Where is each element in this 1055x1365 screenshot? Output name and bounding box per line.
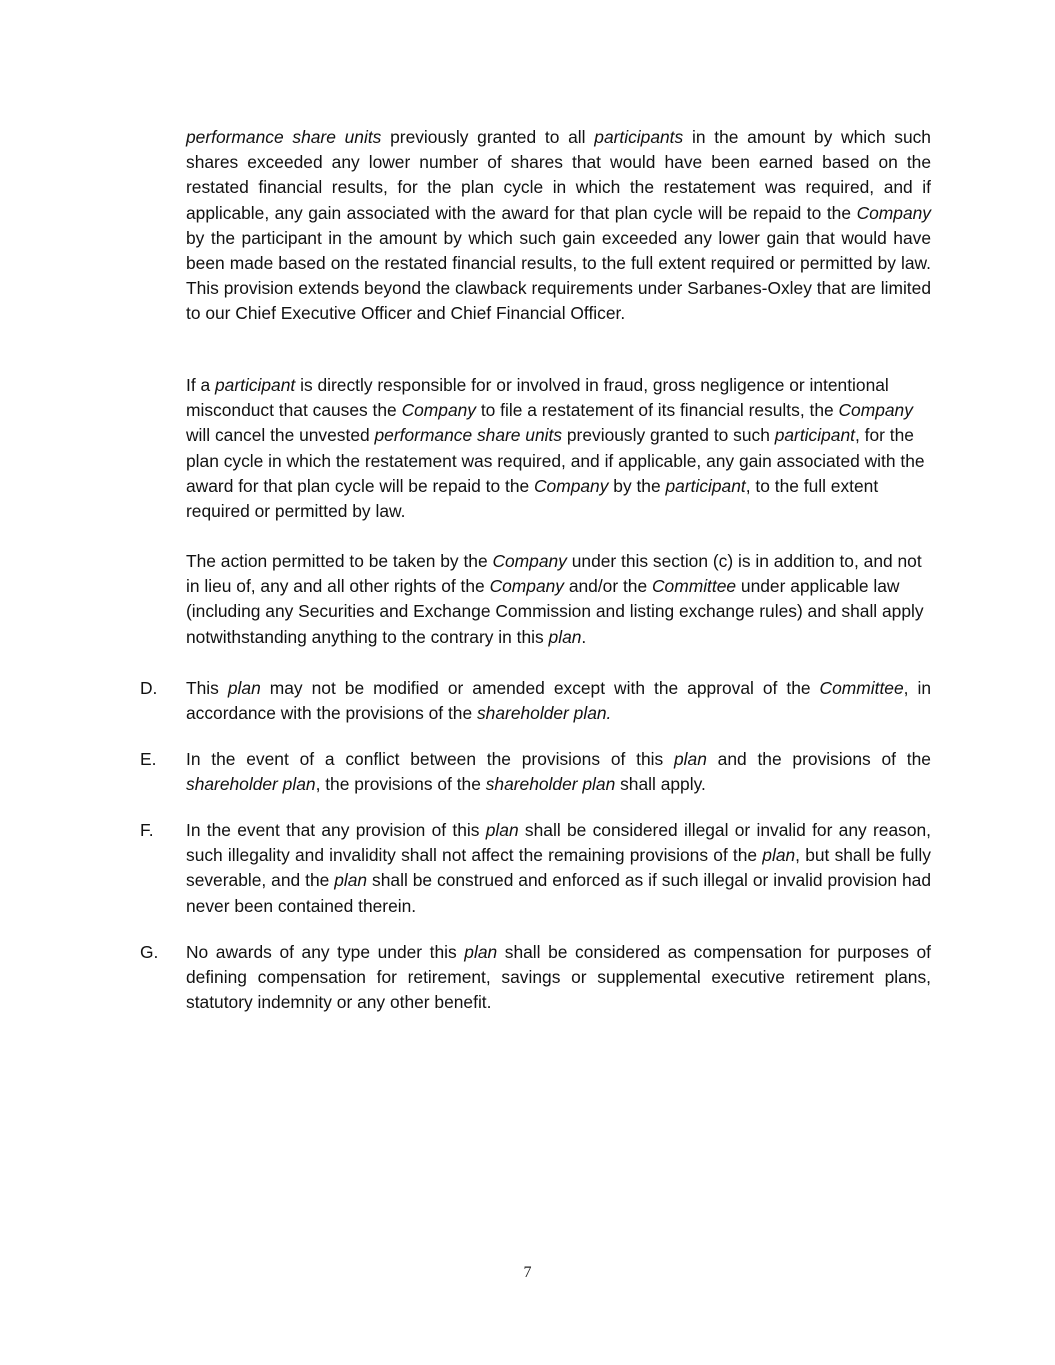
italic-term: Company [489, 576, 564, 597]
text-run: , for the plan cycle in which the restatement was required, and if applicable, any gain associated with the award for that plan cycle will be repaid to the [186, 425, 925, 496]
italic-term: shareholder plan. [476, 703, 612, 724]
italic-term: shareholder plan [485, 774, 616, 795]
italic-term: Committee [819, 678, 904, 698]
list-item-text [186, 818, 931, 919]
italic-term: plan [334, 870, 368, 891]
italic-term: Company [534, 475, 609, 496]
italic-term: plan [464, 942, 498, 962]
text-run: is directly responsible for or involved in fraud, gross negligence or intentional misconduct that causes the [186, 375, 889, 421]
text-run: shall apply. [615, 774, 706, 795]
text-run: shall be considered as compensation for purposes of defining compensation for retirement, savings or supplemental executive retirement plans, statutory indemnity or any other benefit. [186, 942, 931, 1013]
text-run: If a [186, 375, 215, 395]
text-run: by the [608, 475, 666, 496]
text-run: and/or the [564, 576, 652, 597]
italic-term: Company [401, 400, 477, 421]
action-permitted-paragraph [186, 549, 931, 650]
list-item-letter: E. [140, 749, 157, 769]
italic-term: plan [762, 845, 796, 866]
text-run: , the provisions of the [315, 774, 486, 795]
italic-term: performance share units [374, 425, 563, 446]
italic-term: Committee [651, 576, 737, 597]
italic-term: Company [492, 551, 567, 571]
italic-term: participant [774, 425, 855, 446]
italic-term: Company [856, 202, 931, 223]
text-run: will cancel the unvested [186, 425, 375, 446]
text-run: In the event of a conflict between the provisions of this [186, 749, 674, 769]
text-run: and the provisions of the [706, 749, 931, 769]
text-run: This [186, 678, 228, 698]
clawback-paragraph [186, 125, 931, 327]
list-item-letter: F. [140, 820, 154, 840]
text-run: shall be construed and enforced as if such illegal or invalid provision had never been contained therein. [186, 870, 931, 916]
italic-term: participant [215, 375, 296, 395]
text-run: may not be modified or amended except with the approval of the [260, 678, 820, 698]
italic-term: plan [673, 749, 707, 769]
italic-term: plan [227, 678, 261, 698]
italic-term: participant [665, 475, 746, 496]
text-run: , to the full extent required or permitted by law. [186, 475, 879, 522]
italic-term: shareholder plan [186, 774, 316, 795]
list-item-text [186, 747, 931, 797]
text-run: . [581, 626, 587, 647]
text-run: , in accordance with the provisions of the [186, 678, 931, 724]
page-number: 7 [523, 1264, 532, 1281]
italic-term: Company [838, 400, 913, 421]
italic-term: participants [594, 127, 684, 147]
fraud-paragraph [186, 373, 931, 524]
text-run: to file a restatement of its financial results, the [476, 400, 839, 421]
text-run: under this section (c) is in addition to, and not in lieu of, any and all other rights of the [186, 551, 922, 597]
list-item-text [186, 940, 931, 1016]
text-run: , but shall be fully severable, and the [186, 845, 931, 891]
italic-term: plan [485, 820, 519, 840]
text-run: in the amount by which such shares exceeded any lower number of shares that would have been earned based on the restated financial results, for the plan cycle in which the restatement was required, and if applicable, any gain associated with the award for that plan cycle will be repaid to the [186, 127, 931, 223]
text-run: previously granted to such [562, 425, 775, 446]
text-run: by the participant in the amount by which such gain exceeded any lower gain that would have been made based on the restated financial results, to the full extent required or permitted by law. This provision extends beyond the clawback requirements under Sarbanes-Oxley that are limited to our Chief Executive Officer and Chief Financial Officer. [186, 227, 931, 324]
text-run: previously granted to all [381, 127, 595, 147]
list-item-letter: G. [140, 942, 159, 962]
text-run: under applicable law (including any Securities and Exchange Commission and listing exchange rules) and shall apply notwithstanding anything to the contrary in this [186, 576, 924, 647]
text-run: shall be considered illegal or invalid for any reason, such illegality and invalidity shall not affect the remaining provisions of the [186, 820, 931, 866]
list-item-letter: D. [140, 678, 158, 698]
text-run: No awards of any type under this [186, 942, 465, 962]
text-run: The action permitted to be taken by the [186, 551, 493, 571]
italic-term: performance share units [186, 127, 382, 147]
italic-term: plan [548, 626, 582, 647]
list-item-text [186, 676, 931, 726]
text-run: In the event that any provision of this [186, 820, 486, 840]
